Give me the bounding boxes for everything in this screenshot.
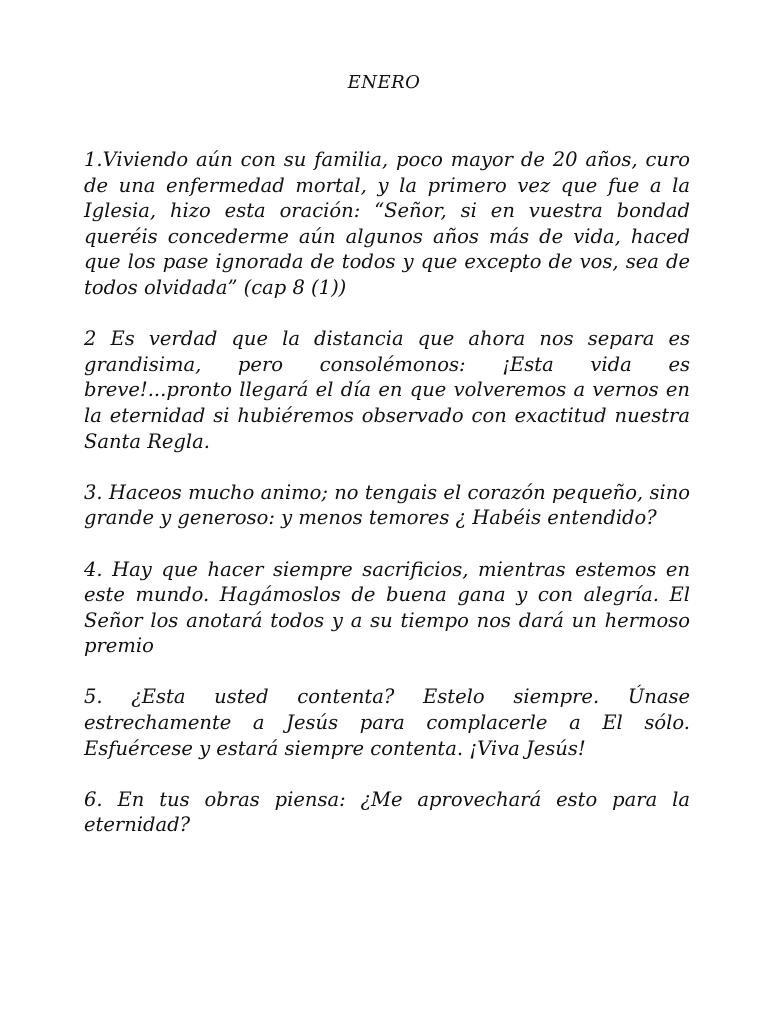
paragraph-4: 4. Hay que hacer siempre sacrificios, mientras estemos en este mundo. Hagámoslos de buena gana y con alegría. El Señor los anotará todos y a su tiempo nos dará un hermoso premio — [84, 557, 690, 658]
document-body — [84, 147, 690, 838]
paragraph-5: 5. ¿Esta usted contenta? Estelo siempre. Únase estrechamente a Jesús para complacerle a El sólo. Esfuércese y estará siempre contenta. ¡Viva Jesús! — [84, 685, 690, 760]
paragraph-2: 2 Es verdad que la distancia que ahora nos separa es grandisima, pero consolémonos: ¡Esta vida es breve!...pronto llegará el día en que volveremos a vernos en la eternidad si hubiéremos observado con exactitud nuestra Santa Regla. — [84, 327, 690, 453]
paragraph-3: 3. Haceos mucho animo; no tengais el corazón pequeño, sino grande y generoso: y menos temores ¿ Habéis entendido? — [84, 480, 690, 530]
page-title: ENERO — [347, 72, 421, 93]
paragraph-1: 1.Viviendo aún con su familia, poco mayor de 20 años, curo de una enfermedad mortal, y la primero vez que fue a la Iglesia, hizo esta oración: “Señor, si en vuestra bondad queréis concederme aún algunos años más de vida, haced que los pase ignorada de todos y que excepto de vos, sea de todos olvidada” (cap 8 (1)) — [84, 148, 690, 299]
paragraph-6: 6. En tus obras piensa: ¿Me aprovechará esto para la eternidad? — [84, 787, 690, 837]
